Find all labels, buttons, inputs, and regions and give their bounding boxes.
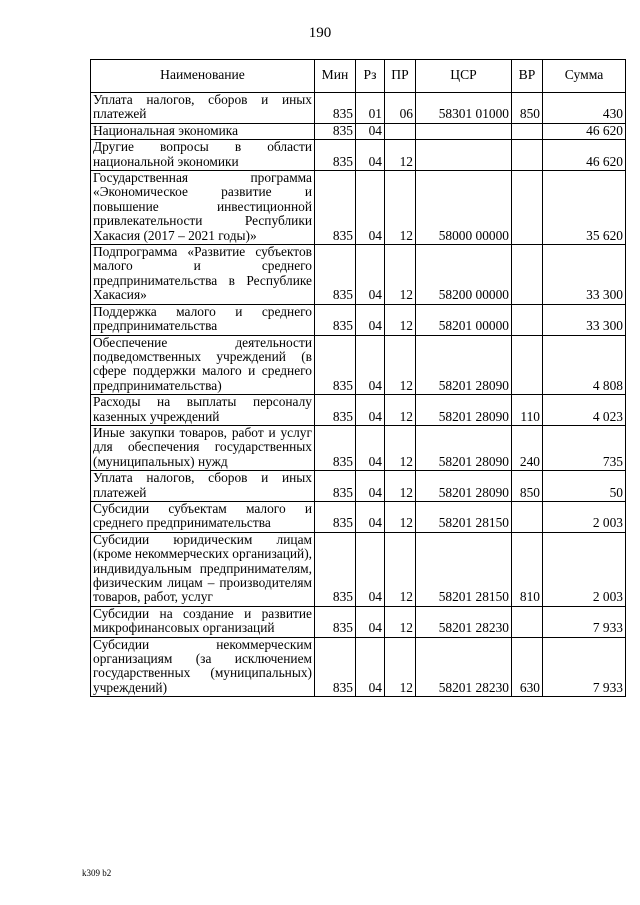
cell-csr [416,140,512,171]
cell-vr: 110 [512,395,543,426]
cell-pr: 06 [385,93,416,124]
cell-sum: 46 620 [543,140,626,171]
cell-vr: 850 [512,471,543,502]
cell-min: 835 [315,395,356,426]
cell-rz: 04 [356,123,385,139]
cell-rz: 04 [356,637,385,697]
cell-sum: 735 [543,425,626,470]
table-row [91,471,626,502]
table-row [91,245,626,305]
cell-csr: 58000 00000 [416,171,512,245]
cell-sum: 46 620 [543,123,626,139]
cell-min: 835 [315,471,356,502]
cell-rz: 04 [356,304,385,335]
cell-sum: 33 300 [543,245,626,305]
cell-min: 835 [315,637,356,697]
header-csr: ЦСР [416,60,512,93]
cell-pr: 12 [385,304,416,335]
cell-name: Субсидии субъектам малого и среднего предпринимательства [91,501,315,532]
table-row [91,395,626,426]
cell-csr: 58201 28090 [416,425,512,470]
table-row [91,637,626,697]
table-row [91,335,626,395]
cell-pr: 12 [385,501,416,532]
cell-min: 835 [315,140,356,171]
cell-min: 835 [315,532,356,606]
cell-pr: 12 [385,140,416,171]
cell-pr: 12 [385,606,416,637]
cell-min: 835 [315,335,356,395]
cell-csr: 58200 00000 [416,245,512,305]
cell-sum: 4 808 [543,335,626,395]
cell-vr: 850 [512,93,543,124]
cell-min: 835 [315,93,356,124]
header-pr: ПР [385,60,416,93]
cell-csr: 58201 28150 [416,501,512,532]
cell-csr: 58301 01000 [416,93,512,124]
cell-min: 835 [315,171,356,245]
cell-vr [512,335,543,395]
cell-name: Субсидии некоммерческим организациям (за исключением государственных (муниципальных) учреждений) [91,637,315,697]
table-row [91,93,626,124]
cell-name: Уплата налогов, сборов и иных платежей [91,471,315,502]
cell-name: Обеспечение деятельности подведомственных учреждений (в сфере поддержки малого и среднего предпринимательства) [91,335,315,395]
cell-name: Национальная экономика [91,123,315,139]
cell-csr: 58201 28150 [416,532,512,606]
cell-name: Субсидии юридическим лицам (кроме некоммерческих организаций), индивидуальным предпринимателям, физическим лицам – производителям товаров, работ, услуг [91,532,315,606]
footer-code: k309 b2 [82,868,112,878]
table-row [91,606,626,637]
cell-sum: 50 [543,471,626,502]
cell-sum: 35 620 [543,171,626,245]
header-vr: ВР [512,60,543,93]
cell-sum: 33 300 [543,304,626,335]
cell-pr: 12 [385,395,416,426]
cell-name: Поддержка малого и среднего предпринимательства [91,304,315,335]
cell-csr: 58201 28230 [416,637,512,697]
cell-vr: 810 [512,532,543,606]
table-row [91,304,626,335]
cell-name: Уплата налогов, сборов и иных платежей [91,93,315,124]
cell-name: Субсидии на создание и развитие микрофинансовых организаций [91,606,315,637]
cell-rz: 04 [356,532,385,606]
cell-csr: 58201 28090 [416,335,512,395]
cell-vr [512,245,543,305]
budget-table [90,59,626,697]
cell-pr [385,123,416,139]
cell-rz: 04 [356,140,385,171]
table-row [91,501,626,532]
cell-rz: 04 [356,395,385,426]
cell-pr: 12 [385,335,416,395]
cell-min: 835 [315,501,356,532]
cell-sum: 2 003 [543,501,626,532]
cell-pr: 12 [385,471,416,502]
cell-sum: 4 023 [543,395,626,426]
cell-min: 835 [315,304,356,335]
cell-csr [416,123,512,139]
header-rz: Рз [356,60,385,93]
cell-name: Другие вопросы в области национальной экономики [91,140,315,171]
cell-vr [512,304,543,335]
cell-name: Иные закупки товаров, работ и услуг для обеспечения государственных (муниципальных) нужд [91,425,315,470]
cell-vr [512,140,543,171]
table-row [91,171,626,245]
cell-name: Расходы на выплаты персоналу казенных учреждений [91,395,315,426]
cell-vr [512,606,543,637]
cell-min: 835 [315,245,356,305]
cell-rz: 01 [356,93,385,124]
cell-name: Подпрограмма «Развитие субъектов малого и среднего предпринимательства в Республике Хакасия» [91,245,315,305]
cell-vr [512,501,543,532]
cell-vr [512,123,543,139]
cell-vr: 630 [512,637,543,697]
cell-vr [512,171,543,245]
cell-vr: 240 [512,425,543,470]
cell-rz: 04 [356,245,385,305]
page-number: 190 [308,25,332,41]
cell-pr: 12 [385,532,416,606]
header-name: Наименование [91,60,315,93]
cell-name: Государственная программа «Экономическое развитие и повышение инвестиционной привлекательности Республики Хакасия (2017 – 2021 годы)» [91,171,315,245]
cell-rz: 04 [356,425,385,470]
cell-min: 835 [315,425,356,470]
cell-pr: 12 [385,171,416,245]
header-min: Мин [315,60,356,93]
cell-pr: 12 [385,425,416,470]
table-header-row [91,60,626,93]
cell-sum: 7 933 [543,606,626,637]
cell-sum: 430 [543,93,626,124]
cell-csr: 58201 00000 [416,304,512,335]
cell-csr: 58201 28090 [416,395,512,426]
cell-csr: 58201 28230 [416,606,512,637]
cell-min: 835 [315,123,356,139]
table-row [91,140,626,171]
cell-rz: 04 [356,335,385,395]
cell-rz: 04 [356,171,385,245]
cell-rz: 04 [356,501,385,532]
table-row [91,425,626,470]
table-row [91,532,626,606]
cell-csr: 58201 28090 [416,471,512,502]
table-row [91,123,626,139]
cell-pr: 12 [385,637,416,697]
cell-rz: 04 [356,471,385,502]
cell-min: 835 [315,606,356,637]
cell-rz: 04 [356,606,385,637]
header-sum: Сумма [543,60,626,93]
cell-sum: 7 933 [543,637,626,697]
cell-sum: 2 003 [543,532,626,606]
cell-pr: 12 [385,245,416,305]
